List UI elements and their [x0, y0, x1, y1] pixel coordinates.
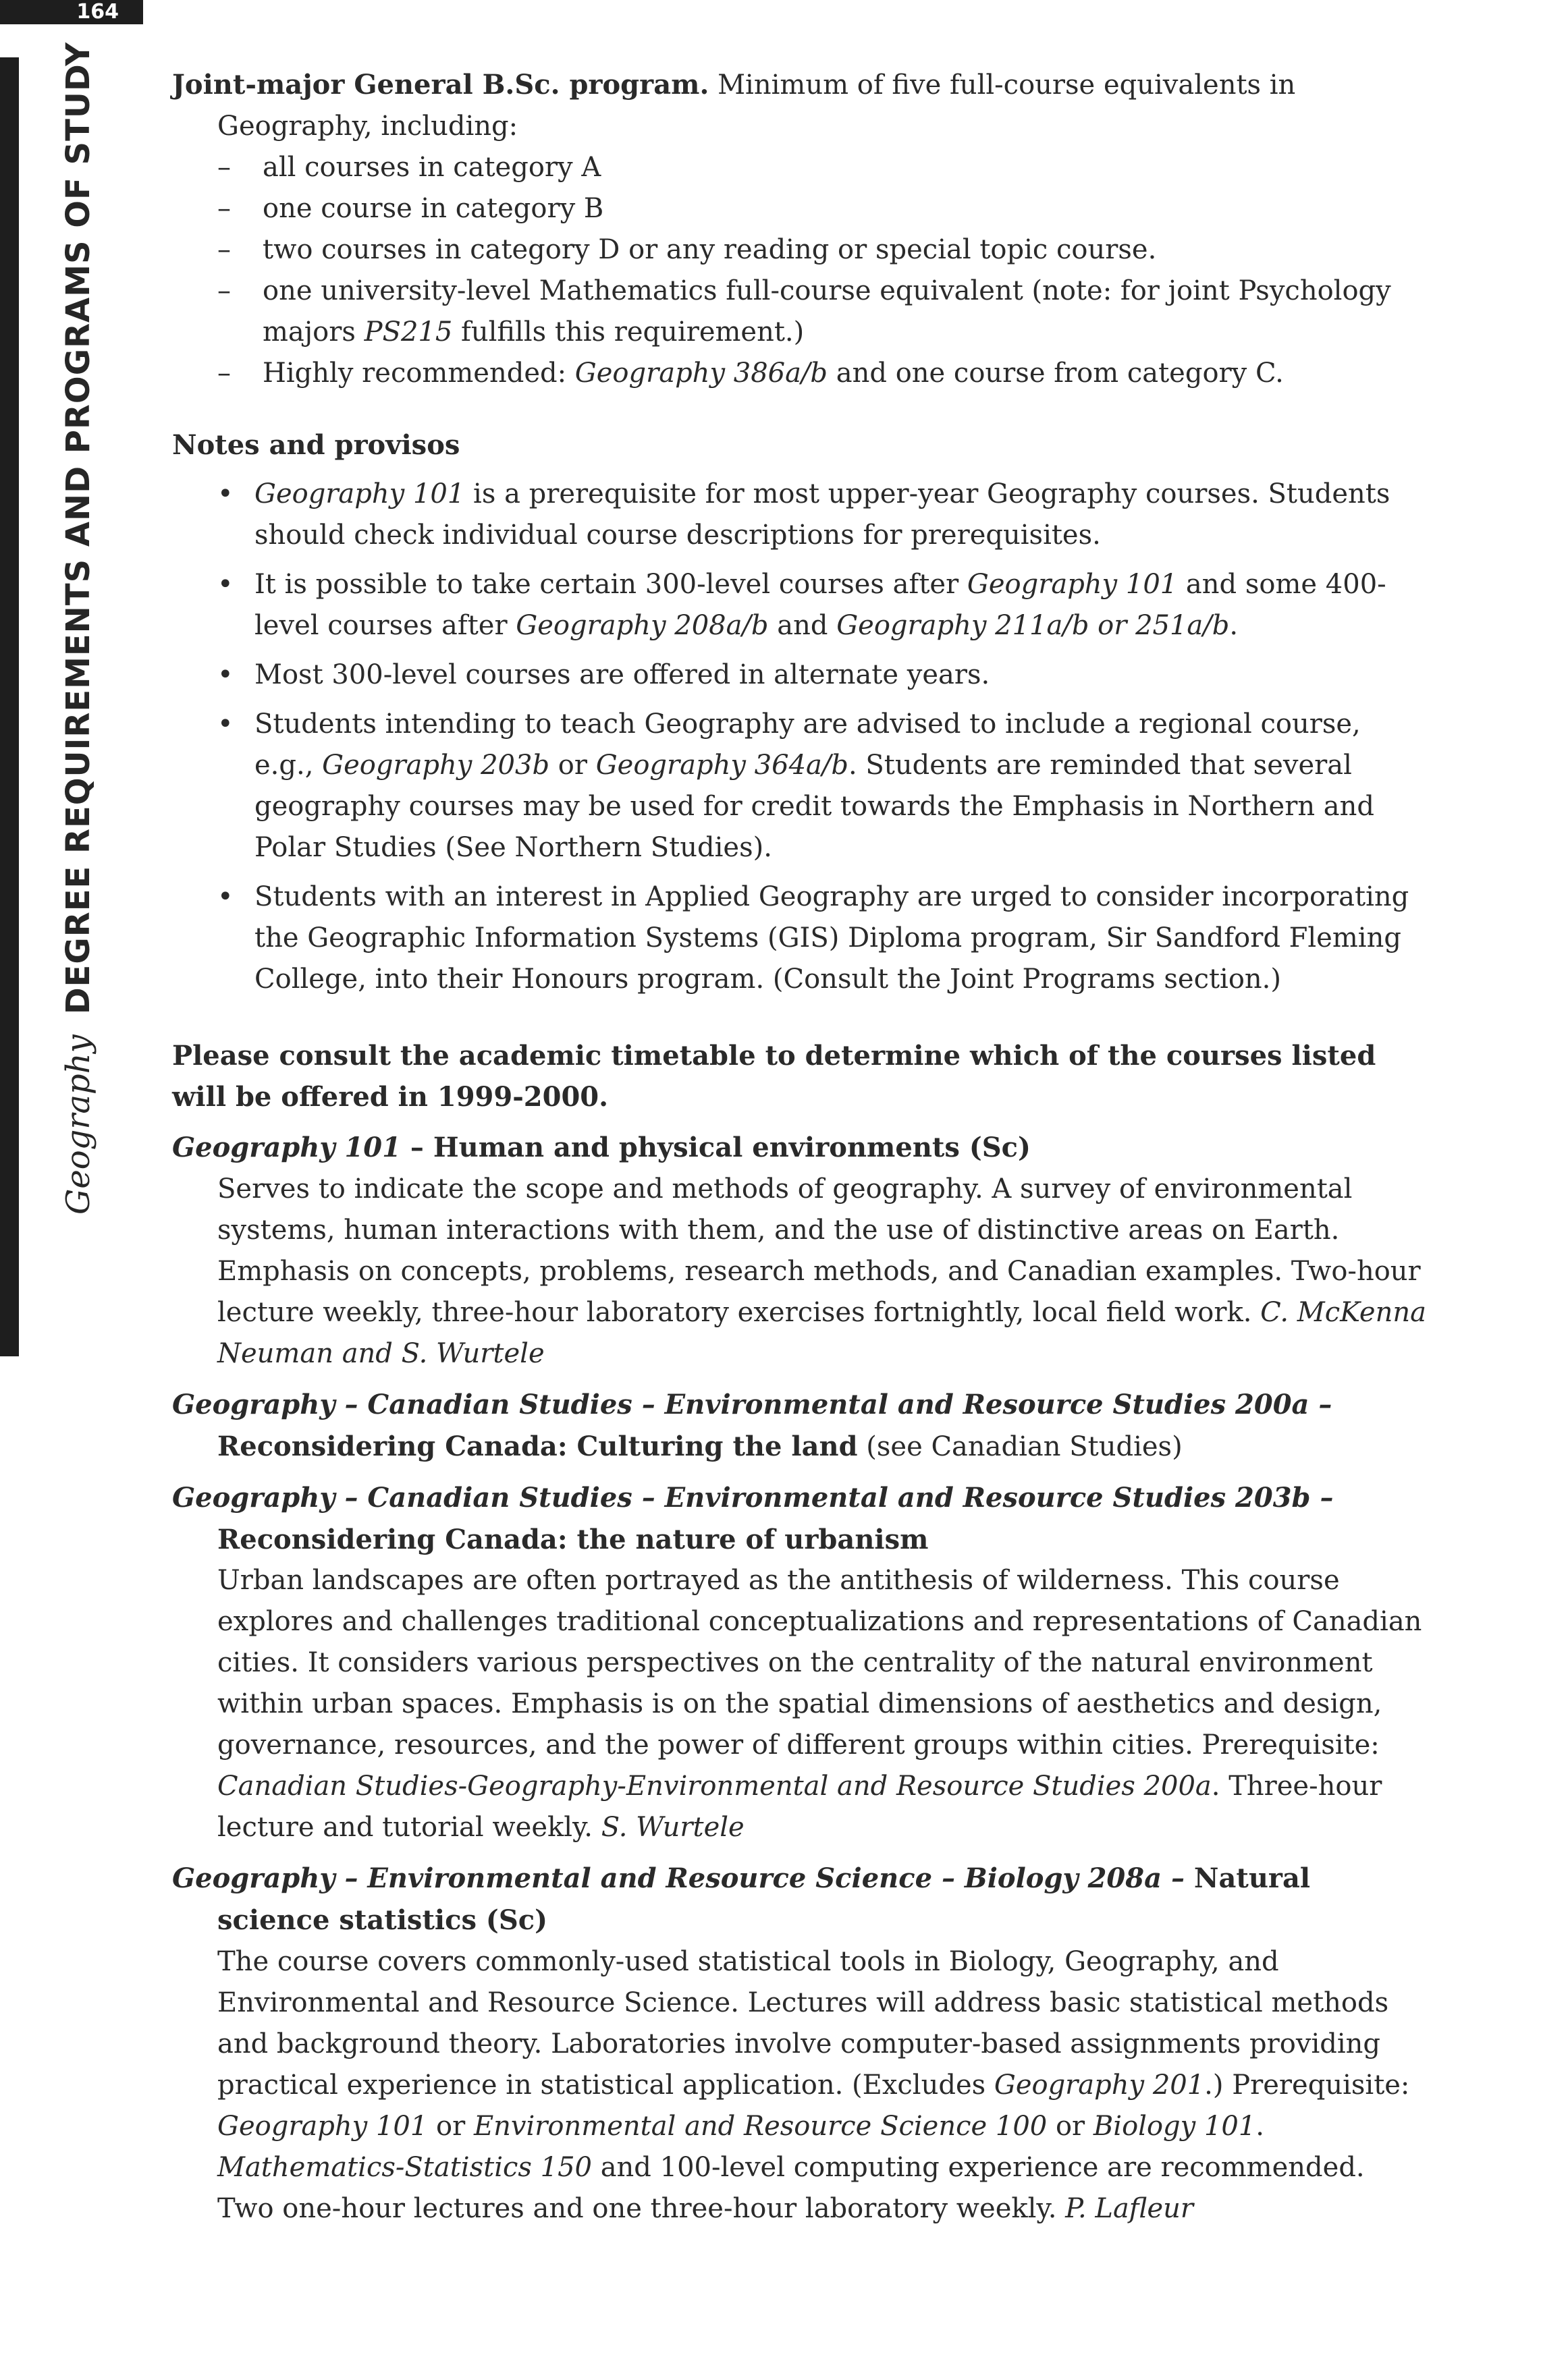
list-item-text: and one course from category C. — [828, 358, 1284, 389]
course-title-line — [172, 1426, 1428, 1468]
course-entry-101 — [172, 1127, 1428, 1375]
description-text: or — [1047, 2111, 1093, 2142]
note-text: or — [549, 750, 596, 781]
note-text: Most 300-level courses are offered in alternate years. — [254, 659, 990, 690]
course-entry-208a — [172, 1858, 1428, 2230]
running-head-title: DEGREE REQUIREMENTS AND PROGRAMS OF STUDY — [59, 42, 97, 1015]
list-item-text: one university-level Mathematics full-course equivalent (note: for joint Psychology majors — [263, 275, 1391, 348]
side-bar — [0, 57, 19, 1356]
course-ref: Biology 101 — [1093, 2111, 1256, 2142]
description-text: .) Prerequisite: — [1204, 2070, 1410, 2101]
note-text: and some 400-level courses after — [254, 569, 1386, 641]
note-text: . — [1229, 610, 1239, 641]
course-ref: Mathematics-Statistics 150 — [217, 2152, 592, 2183]
note-item: • Geography 101 is a prerequisite for most upper-year Geography courses. Students should check individual course descriptions for prerequisites. — [217, 478, 1390, 551]
course-ref: Geography 211a/b or 251a/b — [836, 610, 1230, 641]
joint-major-list — [172, 147, 1428, 394]
separator: – — [400, 1132, 433, 1163]
course-heading — [172, 1477, 1428, 1519]
course-description — [172, 1169, 1428, 1375]
course-ref: Geography 101 — [217, 2111, 428, 2142]
course-title: Reconsidering Canada: the nature of urbanism — [217, 1524, 929, 1555]
list-item: – all courses in category A — [217, 152, 601, 183]
course-ref: Environmental and Resource Science 100 — [473, 2111, 1048, 2142]
list-item: – one university-level Mathematics full-course equivalent (note: for joint Psychology majors PS215 fulfills this requirement.) — [217, 275, 1391, 348]
list-item-text: all courses in category A — [263, 152, 601, 183]
course-heading — [172, 1127, 1428, 1169]
course-code: Geography – Canadian Studies – Environmental and Resource Studies 200a – — [172, 1389, 1332, 1420]
description-text: Urban landscapes are often portrayed as the antithesis of wilderness. This course explores and challenges traditional conceptualizations and representations of Canadian cities. It considers various perspectives on the centrality of the natural environment within urban spaces. Emphasis is on the spatial dimensions of aesthetics and design, governance, resources, and the power of different groups within cities. Prerequisite: — [217, 1565, 1422, 1761]
course-title: Reconsidering Canada: Culturing the land — [217, 1431, 858, 1462]
course-ref: PS215 — [364, 316, 453, 348]
note-text: is a prerequisite for most upper-year Geography courses. Students should check individual course descriptions for prerequisites. — [254, 478, 1390, 551]
course-title: Human and physical environments (Sc) — [433, 1132, 1031, 1163]
note-text: . Students are reminded that several geography courses may be used for credit towards the Emphasis in Northern and Polar Studies (See Northern Studies). — [254, 750, 1375, 863]
course-ref: Geography 364a/b — [595, 750, 848, 781]
course-description — [172, 1560, 1428, 1848]
description-text: . Three-hour lecture and tutorial weekly. — [217, 1771, 1382, 1843]
description-text: or — [427, 2111, 474, 2142]
list-item: – Highly recommended: Geography 386a/b and one course from category C. — [217, 358, 1284, 389]
page-content — [172, 64, 1428, 2230]
list-item: – one course in category B — [217, 193, 604, 224]
course-ref: Geography 386a/b — [574, 358, 828, 389]
note-text: Students intending to teach Geography are advised to include a regional course, e.g., — [254, 709, 1361, 781]
list-item: – two courses in category D or any reading or special topic course. — [217, 234, 1157, 265]
course-heading — [172, 1384, 1428, 1426]
note-text: and — [768, 610, 837, 641]
course-description — [172, 1941, 1428, 2230]
instructors: P. Lafleur — [1065, 2193, 1194, 2224]
joint-major-title: Joint-major General B.Sc. program. — [172, 69, 709, 101]
course-code: Geography 101 — [172, 1132, 401, 1163]
course-ref: Geography 101 — [967, 569, 1178, 600]
course-ref: Geography 101 — [254, 478, 465, 509]
running-head-subject: Geography — [59, 1034, 97, 1215]
note-text: Students with an interest in Applied Geography are urged to consider incorporating the Geographic Information Systems (GIS) Diploma program, Sir Sandford Fleming College, into their Honours program. (Consult the Joint Programs section.) — [254, 881, 1409, 995]
course-entry-200a — [172, 1384, 1428, 1468]
course-ref: Geography 208a/b — [516, 610, 769, 641]
instructors: C. McKenna Neuman and S. Wurtele — [217, 1297, 1426, 1369]
description-text: and 100-level computing experience are recommended. Two one-hour lectures and one three-hour laboratory weekly. — [217, 2152, 1365, 2224]
notes-heading: Notes and provisos — [172, 429, 460, 461]
list-item-text: fulfills this requirement.) — [452, 316, 805, 348]
course-ref: Geography 201 — [994, 2070, 1205, 2101]
course-entry-203b — [172, 1477, 1428, 1848]
instructors: S. Wurtele — [601, 1812, 745, 1843]
description-text: Serves to indicate the scope and methods of geography. A survey of environmental systems, human interactions with them, and the use of distinctive areas on Earth. Emphasis on concepts, problems, research methods, and Canadian examples. Two-hour lecture weekly, three-hour laboratory exercises fortnightly, local field work. — [217, 1173, 1421, 1328]
note-item: • It is possible to take certain 300-level courses after Geography 101 and some 400-level courses after Geography 208a/b and Geography 211a/b or 251a/b. — [217, 569, 1386, 641]
note-item: • Most 300-level courses are offered in alternate years. — [217, 659, 990, 690]
course-note: (see Canadian Studies) — [857, 1431, 1183, 1462]
course-ref: Canadian Studies-Geography-Environmental and Resource Studies 200a — [217, 1771, 1212, 1802]
note-item: • Students intending to teach Geography are advised to include a regional course, e.g., Geography 203b or Geography 364a/b. Students are reminded that several geography courses may be used for credit towards the Emphasis in Northern and Polar Studies (See Northern Studies). — [217, 709, 1375, 863]
list-item-text: Highly recommended: — [263, 358, 575, 389]
joint-major-intro: Minimum of five full-course equivalents in Geography, including: — [217, 70, 1296, 142]
list-item-text: two courses in category D or any reading or special topic course. — [263, 234, 1157, 265]
list-item-text: one course in category B — [263, 193, 604, 224]
notes-list — [172, 474, 1428, 1000]
course-code: Geography – Canadian Studies – Environmental and Resource Studies 203b – — [172, 1482, 1334, 1514]
course-heading — [172, 1858, 1428, 1941]
description-text: . — [1255, 2111, 1265, 2142]
course-ref: Geography 203b — [322, 750, 550, 781]
joint-major-paragraph — [172, 64, 1428, 147]
course-code: Geography – Environmental and Resource Science – Biology 208a – — [172, 1862, 1185, 1894]
description-text: The course covers commonly-used statistical tools in Biology, Geography, and Environmental and Resource Science. Lectures will address basic statistical methods and background theory. Laboratories involve computer-based assignments providing practical experience in statistical application. (Excludes — [217, 1946, 1389, 2101]
course-title: Natural science statistics (Sc) — [217, 1862, 1311, 1936]
note-text: It is possible to take certain 300-level courses after — [254, 569, 967, 600]
page-number: 164 — [0, 0, 143, 24]
running-head — [59, 42, 97, 1215]
timetable-notice: Please consult the academic timetable to determine which of the courses listed will be offered in 1999-2000. — [172, 1040, 1376, 1113]
note-item: • Students with an interest in Applied Geography are urged to consider incorporating the Geographic Information Systems (GIS) Diploma program, Sir Sandford Fleming College, into their Honours program. (Consult the Joint Programs section.) — [217, 881, 1409, 995]
